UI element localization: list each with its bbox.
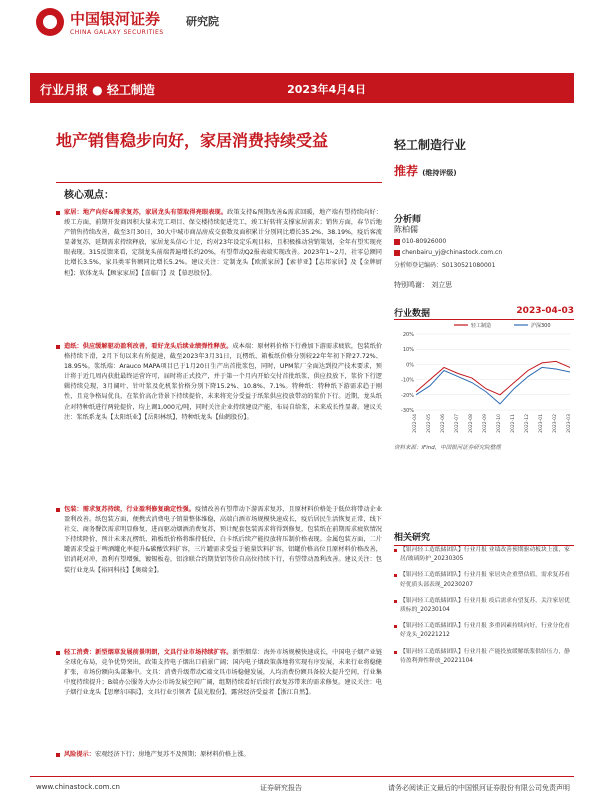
x-tick-label: 2023-02	[553, 414, 558, 433]
x-tick-label: 2022-07	[455, 414, 460, 433]
x-tick-label: 2022-09	[483, 414, 488, 433]
institute-label: 研究院	[186, 15, 219, 28]
y-tick-label: -10%	[401, 377, 414, 384]
related-item[interactable]: 【银河轻工造纸储团队】行业月报 家居央企重塑估值，需求复苏看好优质头部表现_20230207	[394, 571, 574, 589]
report-title: 地产销售稳步向好，家居消费持续受益	[56, 131, 329, 150]
x-tick-label: 2022-08	[469, 414, 474, 433]
related-item[interactable]: 【银河轻工造纸储团队】行业月报 业绩改善预期驱动板块上涨，家居/玻璃防护_20230305	[394, 546, 574, 564]
data-header-label: 行业数据	[394, 309, 431, 319]
paragraph-text: 新型烟草：海外市场规模快速成长，中国电子烟产业链全球化布局，竞争优势突出，政策支持电子烟出口前景广阔；国内电子烟政策落地将实现有序发展，未来行业将稳健扩张，市场份额向头部集中。文具：消费升级带动C端文具市场稳健发展，人均消费份额具备较大提升空间，行业集中度持续提升；B端办公服务大办公市场发展空间广阔，组期持续看好后续行政复苏带来的需求修复。建议关注：电子烟行业龙头【思摩尔国际】，文具行业引领者【晨光股份】，露营经济受益者【浙江自然】。	[64, 649, 383, 697]
bullet-icon	[56, 345, 60, 349]
related-research-list	[394, 546, 574, 673]
paragraph-risk	[64, 750, 382, 760]
paragraph-home	[64, 208, 382, 279]
y-tick-label: -30%	[401, 408, 414, 414]
x-tick-label: 2022-06	[441, 414, 446, 433]
rating-value: 推荐	[394, 164, 419, 178]
report-type: 行业月报 ● 轻工制造	[40, 83, 155, 97]
x-tick-label: 2023-01	[539, 414, 544, 433]
related-item[interactable]: 【银河轻工造纸储团队】行业月报 产能投放缓解纸浆供给压力，静待盈利弹性释放_20221104	[394, 648, 574, 666]
bullet-icon	[56, 211, 60, 215]
analyst-name: 陈柏儒	[394, 225, 418, 234]
paragraph-lead: 包装：需求复苏持续，行业盈利修复确定性强。	[64, 506, 195, 513]
key-points-label: 核心观点：	[64, 190, 114, 201]
x-tick-label: 2022-11	[511, 414, 516, 433]
data-header-date: 2023-04-03	[516, 306, 574, 316]
series-line	[416, 367, 570, 403]
paragraph-text: 宏观经济下行；房地产复苏不及预期；原材料价格上涨。	[94, 751, 250, 758]
y-tick-label: 0%	[406, 362, 414, 369]
paragraph-consumer	[64, 648, 382, 698]
brand-name-cn: 中国银河证券	[70, 10, 161, 28]
paragraph-packaging	[64, 505, 382, 576]
bullet-icon	[56, 753, 60, 757]
cert-row: 分析师登记编码：S0130521080001	[394, 262, 496, 269]
galaxy-logo-icon	[36, 8, 64, 36]
x-tick-label: 2022-10	[497, 414, 502, 433]
legend-label: 沪深300	[531, 323, 551, 329]
paragraph-lead: 轻工消费：新型烟草发展前景明朗，文具行业市场持续扩容。	[64, 649, 233, 656]
series-line	[416, 361, 570, 394]
report-header	[0, 0, 600, 58]
footer-site[interactable]: www.chinastock.com.cn	[36, 783, 120, 791]
email-row	[394, 249, 502, 256]
y-tick-label: -20%	[401, 392, 414, 399]
y-tick-label: 20%	[402, 332, 414, 338]
email-icon	[394, 250, 400, 256]
x-tick-label: 2022-05	[427, 414, 432, 433]
paragraph-text: 成本端：原材料价格下行叠加下游需求疲软，包装纸价格持续下滑，2月下旬以来有所提速，截至2023年3月31日，瓦楞纸、箱板纸价格分别较22年年初下降27.72%、18.95%。浆纸端：Arauco MAPA项目已于1月20日生产出首批浆包，同时，UPM浆厂全面达到投产技术要求，预计将于近几周内获批最终运营许可，届时将正式投产，并于第一个月内开始交付首批纸浆，供应投放下，浆价下行逻辑持续兑现，3月阔叶、针叶浆及化机浆价格分别下降15.2%、10.8%、7.1%。特种纸：特种纸下游需求趋于刚性，且竞争格局优良，在浆价高企背景下持续提价，未来将充分受益于纸浆供应投放带动的浆价下行。近期，龙头纸企对特种纸进行两轮提价，均上调1,000元/吨，同时关注企业持续建设产能，布局自给浆，未来成长性显著。建议关注：浆纸系龙头【太阳纸业】【岳阳林纸】，特种纸龙头【仙鹤股份】。	[64, 343, 383, 421]
title-divider	[56, 182, 382, 183]
y-tick-label: 10%	[402, 347, 414, 354]
industry-name: 轻工制造行业	[394, 138, 467, 152]
industry-performance-chart	[394, 318, 574, 438]
rating-note: (维持评级)	[422, 169, 457, 177]
phone-number: 010-80926000	[402, 238, 447, 245]
page-footer	[30, 776, 574, 796]
rating	[394, 162, 457, 179]
x-tick-label: 2023-03	[567, 414, 572, 433]
analyst-header: 分析师	[394, 215, 422, 225]
related-research-header: 相关研究	[394, 530, 574, 546]
paragraph-text: 政策支持&预期改善&需求回暖，地产端有望持续向好：竣工方面，前期开发商因积大量未完工项目、保交楼持续促进完工，竣工好转将支撑家居需求；销售方面，春节后地产销售持续改善，截至3月30日，30大中城市商品房成交套数及面积累计分别同比增长35.2%、38.19%，疫后客流显著复苏，延期需求持续释放，家居龙头信心十足，约对23年设定乐观目标，且积极推动营销策划，全年有望实现亮眼表现。315反馈来看，定制龙头前端普遍增长约20%，有望带动Q2报表端实现改善。2023年1~2月，社零总额同比增长3.5%，家具类零售额同比增长5.2%。建议关注：定制龙头【欧派家居】【索菲亚】【志邦家居】及【金牌厨柜】；软体龙头【顾家家居】【喜临门】及【慕思股份】。	[64, 209, 382, 277]
legend-label: 轻工制造	[471, 323, 492, 329]
report-date: 2023年4月4日	[287, 83, 366, 96]
phone-icon	[394, 239, 400, 245]
x-tick-label: 2022-12	[525, 414, 530, 433]
bullet-icon	[56, 508, 60, 512]
chart-source: 资料来源：iFind，中国银河证券研究院整理	[394, 445, 501, 451]
report-banner	[30, 73, 574, 103]
email-address[interactable]: chenbairu_yj@chinastock.com.cn	[402, 249, 503, 256]
paragraph-lead: 造纸：供应缓解驱动盈利改善，看好龙头后续业绩弹性释放。	[64, 343, 233, 350]
paragraph-lead: 风险提示：	[64, 751, 95, 758]
x-tick-label: 2022-04	[413, 414, 418, 433]
paragraph-lead: 家居：地产向好&需求复苏，家居龙头有望取得亮眼表现。	[64, 209, 228, 216]
brand-name-en: CHINA GALAXY SECURITIES	[70, 29, 164, 36]
paragraph-paper	[64, 342, 382, 423]
related-item[interactable]: 【银河轻工造纸储团队】行业月报 多重因素持续向好，行业分化看好龙头_20221212	[394, 622, 574, 640]
special-thanks: 特别鸣谢： 刘立思	[394, 281, 453, 289]
paragraph-text: 疫情改善有望带动下游需求复苏，且原材料价格处于低位将带动企业盈利改善。纸包装方面，便携式消费电子销量整体维稳，高端白酒市场规模快速成长，疫后居民生活恢复正常，线下社交、商务餐饮需求明显修复，进而驱动烟酒消费复苏，预计配套包装需求将得到修复，包装纸在前期需求疲软情况下持续降价，预计未来瓦楞纸、箱板纸价格将维持低位，白卡纸后续产能投放将压制价格表现。金属包装方面，二片罐需求受益于啤酒罐化率提升&碳酸饮料扩容，三片罐需求受益于能量饮料扩容，铝罐价格高位且原材料价格改善，铝消耗对冲，盈利有望增强，镀锡板卷，铝涂联合约期货铝等价自高位持续下行，有望带动盈利改善。建议关注：包装行业龙头【裕同科技】【奥瑞金】。	[64, 506, 383, 574]
related-item[interactable]: 【银河轻工造纸储团队】行业月报 疫后需求有望复苏，关注家居优质标的_20230104	[394, 597, 574, 615]
phone-row	[394, 238, 446, 245]
footer-disclaimer: 请务必阅读正文最后的中国银河证券股份有限公司免责声明	[388, 784, 570, 792]
bullet-icon	[56, 651, 60, 655]
footer-notice: 证券研究报告	[260, 784, 302, 792]
